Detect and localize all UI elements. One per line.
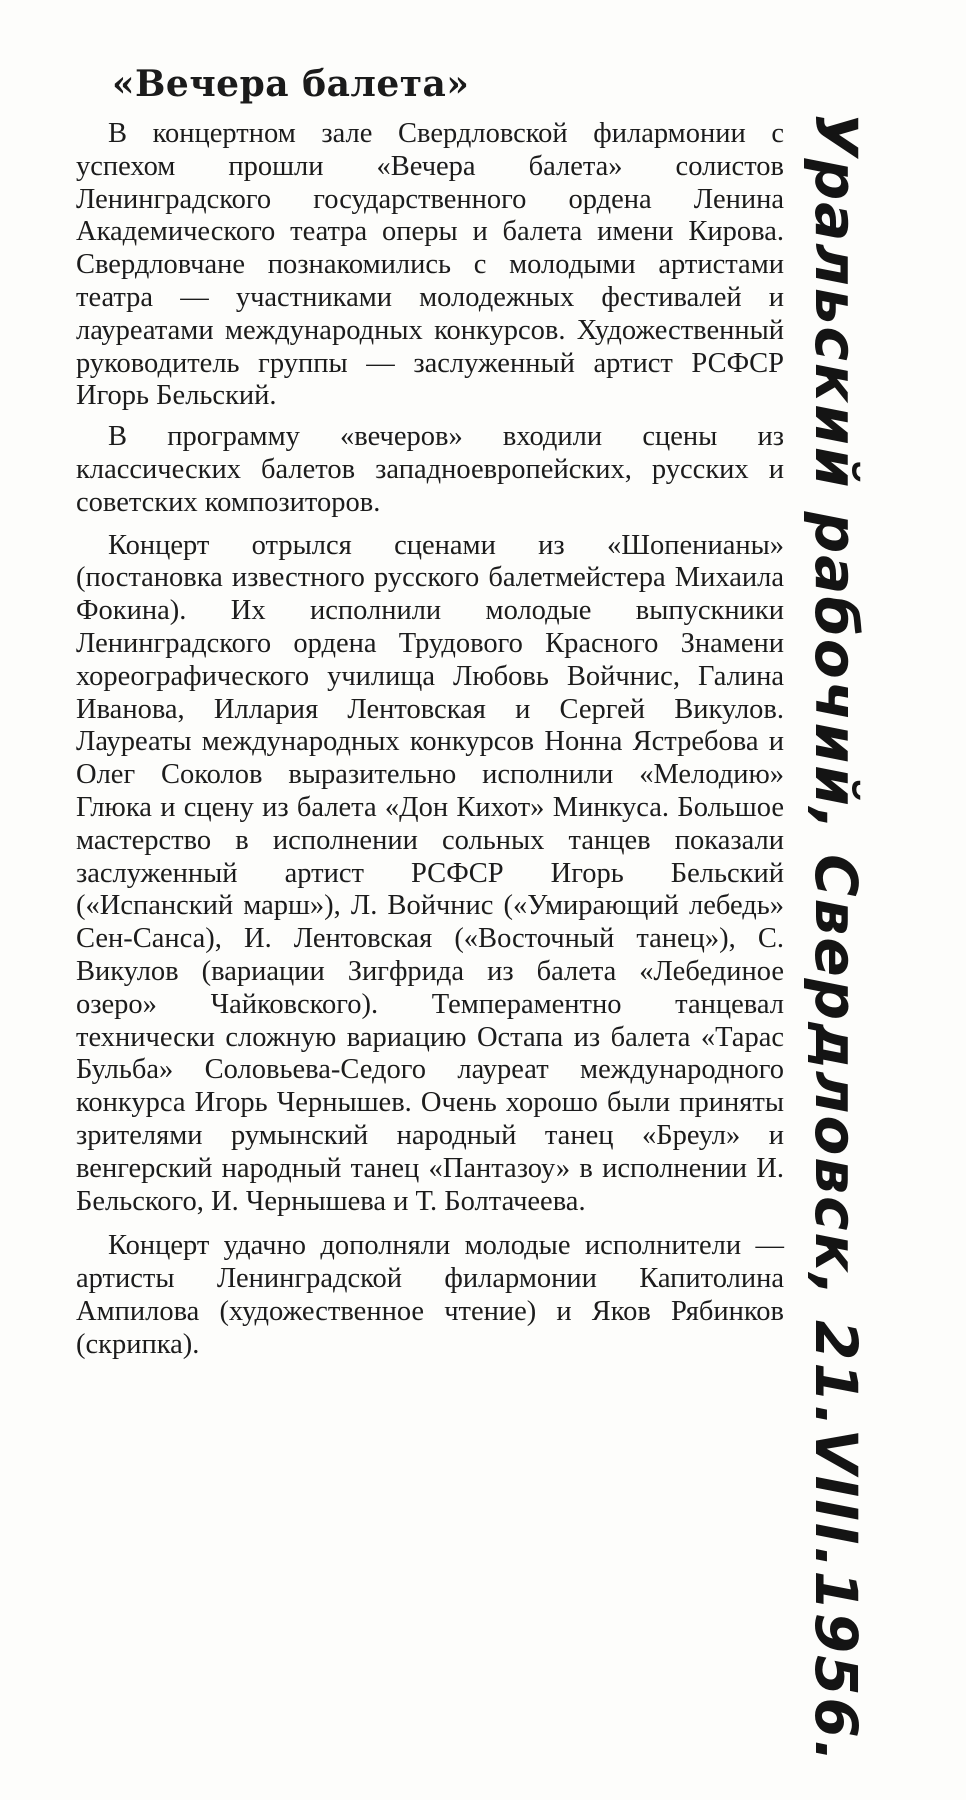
article-paragraph-1: В концертном зале Свердловской филармонии с успехом прошли «Вечера балета» солистов Ленинградского государственного ордена Ленина Академического театра оперы и балета имени Кирова. Свердловчане познакомились с молодыми артистами театра — участниками молодежных фестивалей и лауреатами международных конкурсов. Художественный руководитель группы — заслуженный артист РСФСР Игорь Бельский. [76, 118, 784, 412]
article-paragraph-2: В программу «вечеров» входили сцены из классических балетов западноевропейских, русских и советских композиторов. [76, 421, 784, 518]
article-paragraph-3: Концерт отрылся сценами из «Шопенианы» (постановка известного русского балетмейстера Михаила Фокина). Их исполнили молодые выпускники Ленинградского ордена Трудового Красного Знамени хореографического училища Любовь Войчнис, Галина Иванова, Иллария Лентовская и Сергей Викулов. Лауреаты международных конкурсов Нонна Ястребова и Олег Соколов выразительно исполнили «Мелодию» Глюка и сцену из балета «Дон Кихот» Минкуса. Большое мастерство в исполнении сольных танцев показали заслуженный артист РСФСР Игорь Бельский («Испанский марш»), Л. Войчнис («Умирающий лебедь» Сен-Санса), И. Лентовская («Восточный танец»), С. Викулов (вариации Зигфрида из балета «Лебединое озеро» Чайковского). Темпераментно танцевал технически сложную вариацию Остапа из балета «Тарас Бульба» Соловьева-Седого лауреат международного конкурса Игорь Чернышев. Очень хорошо были приняты зрителями румынский народный танец «Бреул» и венгерский народный танец «Пантазоу» в исполнении И. Бельского, И. Чернышева и Т. Болтачеева. [76, 529, 784, 1217]
handwritten-source-note: Уральский рабочий, Свердловск, 21.VIII.1956. [802, 112, 870, 1764]
article-headline: «Вечера балета» [112, 63, 470, 105]
article-paragraph-4: Концерт удачно дополняли молодые исполнители — артисты Ленинградской филармонии Капитолина Ампилова (художественное чтение) и Яков Рябинков (скрипка). [76, 1230, 784, 1360]
article [76, 58, 784, 1369]
